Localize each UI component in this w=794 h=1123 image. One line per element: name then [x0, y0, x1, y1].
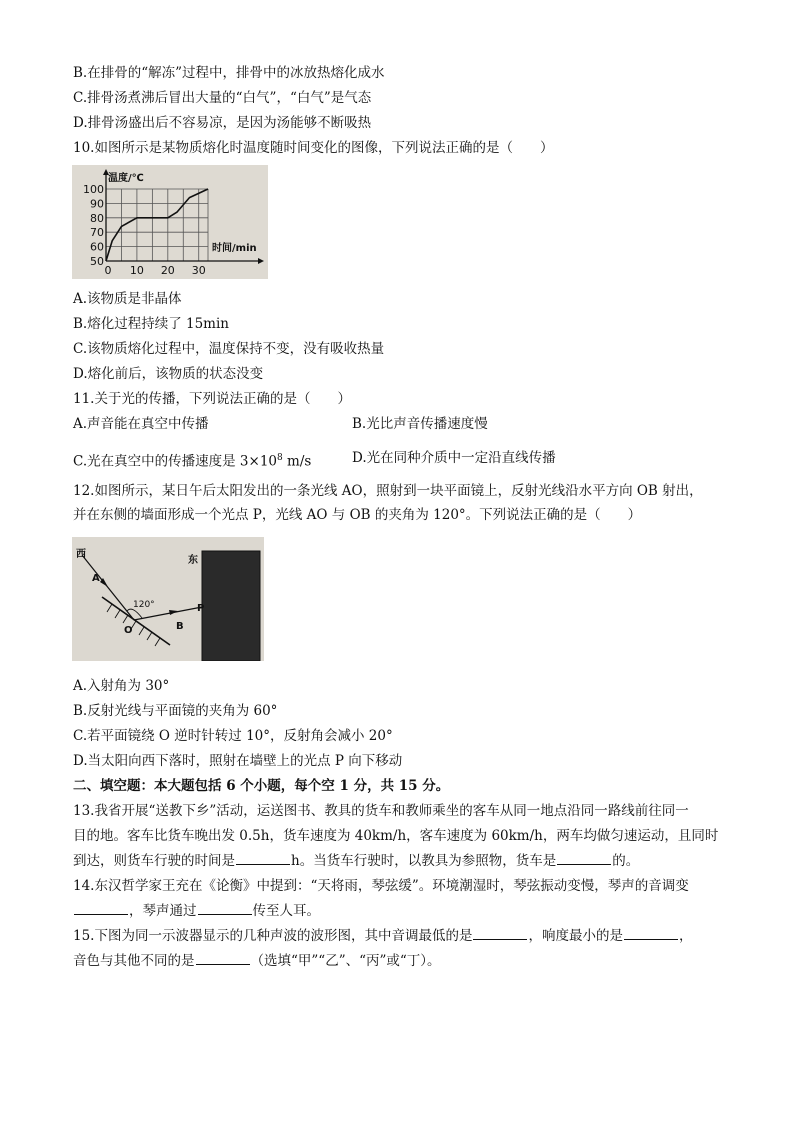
label-o: O — [124, 625, 133, 636]
q14-line2 — [73, 902, 320, 920]
q13-line1: 13.我省开展“送教下乡”活动，运送图书、教具的货车和教师乘坐的客车从同一地点沿同一路线前往同一 — [73, 803, 689, 819]
reflection-diagram — [72, 537, 264, 661]
graph-xlabel: 时间/min — [212, 243, 257, 254]
q13-text-a: 到达，则货车行驶的时间是 — [73, 853, 235, 869]
q10-option-c: C.该物质熔化过程中，温度保持不变，没有吸收热量 — [73, 341, 385, 357]
q15-blank-2[interactable] — [624, 927, 678, 940]
q11-option-c-unit: m/s — [282, 453, 312, 470]
q14-line1: 14.东汉哲学家王充在《论衡》中提到：“天将雨，琴弦缓”。环境潮湿时，琴弦振动变慢，琴声的音调变 — [73, 878, 689, 894]
x-tick-label: 0 — [104, 264, 112, 277]
y-tick-label: 60 — [90, 240, 104, 254]
q13-blank-1[interactable] — [236, 852, 290, 865]
q11-option-c-exponent: 8 — [277, 453, 283, 463]
q11-option-d: D.光在同种介质中一定沿直线传播 — [352, 450, 556, 466]
q12-option-d: D.当太阳向西下落时，照射在墙壁上的光点 P 向下移动 — [73, 753, 403, 769]
q10-option-b: B.熔化过程持续了 15min — [73, 316, 229, 332]
q13-text-b: h。当货车行驶时，以教具为参照物，货车是 — [291, 853, 557, 869]
q10-stem: 10.如图所示是某物质熔化时温度随时间变化的图像，下列说法正确的是（ ） — [73, 140, 554, 156]
q14-text-b: 传至人耳。 — [252, 903, 320, 919]
q13-blank-2[interactable] — [557, 852, 611, 865]
q13-text-c: 的。 — [612, 853, 640, 869]
label-a: A — [92, 573, 100, 584]
q15-blank-3[interactable] — [196, 952, 250, 965]
x-tick-label: 30 — [191, 264, 206, 277]
q11-option-b: B.光比声音传播速度慢 — [352, 416, 488, 432]
q12-option-a: A.入射角为 30° — [73, 678, 170, 694]
label-p: P — [197, 603, 205, 614]
label-b: B — [176, 621, 184, 632]
label-west: 西 — [76, 549, 86, 560]
q12-stem-line1: 12.如图所示，某日午后太阳发出的一条光线 AO，照射到一块平面镜上，反射光线沿水平方向 OB 射出， — [73, 483, 703, 499]
label-angle: 120° — [133, 600, 155, 610]
x-tick-label: 20 — [160, 264, 175, 277]
q9-option-b: B.在排骨的“解冻”过程中，排骨中的冰放热熔化成水 — [73, 65, 385, 81]
melting-graph — [72, 165, 268, 279]
q11-stem: 11.关于光的传播，下列说法正确的是（ ） — [73, 391, 351, 407]
y-tick-label: 100 — [83, 183, 104, 196]
q14-blank-1[interactable] — [74, 902, 128, 915]
q11-option-a: A.声音能在真空中传播 — [73, 416, 209, 432]
q15-line1 — [73, 927, 692, 945]
q14-text-a: ，琴声通过 — [129, 903, 197, 919]
q9-option-c: C.排骨汤煮沸后冒出大量的“白气”，“白气”是气态 — [73, 90, 372, 106]
y-tick-label: 80 — [90, 211, 104, 225]
east-wall — [202, 551, 260, 661]
q15-blank-1[interactable] — [473, 927, 527, 940]
q15-text-e: （选填“甲”“乙”、“丙”或“丁）。 — [250, 953, 441, 969]
q14-blank-2[interactable] — [198, 902, 252, 915]
q15-text-a: 15.下图为同一示波器显示的几种声波的波形图，其中音调最低的是 — [73, 928, 473, 944]
q12-option-b: B.反射光线与平面镜的夹角为 60° — [73, 703, 278, 719]
q10-option-d: D.熔化前后，该物质的状态没变 — [73, 366, 264, 382]
q13-line2: 目的地。客车比货车晚出发 0.5h，货车速度为 40km/h，客车速度为 60km/h，两车均做匀速运动，且同时 — [73, 828, 719, 844]
graph-ylabel: 温度/℃ — [108, 173, 144, 184]
q15-line2 — [73, 952, 441, 970]
q11-option-c — [73, 449, 311, 471]
q9-option-d: D.排骨汤盛出后不容易凉，是因为汤能够不断吸热 — [73, 115, 372, 131]
section-heading: 二、填空题：本大题包括 6 个小题，每个空 1 分，共 15 分。 — [73, 778, 450, 794]
q15-text-d: 音色与其他不同的是 — [73, 953, 195, 969]
q15-text-b: ，响度最小的是 — [528, 928, 623, 944]
q12-stem-line2: 并在东侧的墙面形成一个光点 P，光线 AO 与 OB 的夹角为 120°。下列说法正确的是（ ） — [73, 507, 642, 523]
q10-option-a: A.该物质是非晶体 — [73, 291, 182, 307]
y-tick-label: 90 — [90, 197, 104, 211]
y-tick-label: 50 — [90, 255, 104, 268]
x-tick-label: 10 — [129, 264, 144, 277]
y-tick-label: 70 — [90, 226, 104, 240]
q12-option-c: C.若平面镜绕 O 逆时针转过 10°，反射角会减小 20° — [73, 728, 393, 744]
q15-text-c: ， — [678, 928, 693, 944]
q13-line3 — [73, 852, 639, 870]
label-east: 东 — [188, 555, 198, 566]
q11-option-c-text: C.光在真空中的传播速度是 3×10 — [73, 453, 278, 470]
